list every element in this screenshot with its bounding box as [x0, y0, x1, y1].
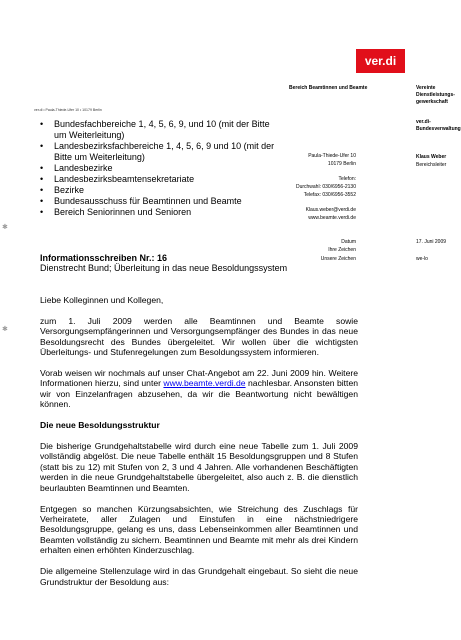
- recipient-item: • Bezirke: [40, 185, 280, 196]
- sender-line: ver.di • Paula-Thiede-Ufer 10 • 10179 Berlin: [34, 108, 102, 112]
- paragraph: Die bisherige Grundgehaltstabelle wird durch eine neue Tabelle zum 1. Juli 2009 vollständig abgelöst. Die neue Tabelle enthält 15 Besoldungsgruppen und 8 Stufen (statt bis zu 12) mit Stufen von 2, 3 und 4 Jahren. Alle vorhandenen Beschäftigten werden in die neue Grundgehaltstabelle übergeleitet, also auch z. B. die dienstlich beurlaubten Beamtinnen und Beamten.: [40, 441, 358, 493]
- section-heading: Die neue Besoldungsstruktur: [40, 420, 160, 431]
- letter-body: [40, 295, 358, 597]
- letter-title: Informationsschreiben Nr.: 16: [40, 253, 168, 263]
- contact-city: 10179 Berlin: [327, 160, 356, 167]
- paragraph: Die allgemeine Stellenzulage wird in das Grundgehalt eingebaut. So sieht die neue Grundstruktur der Besoldung aus:: [40, 566, 358, 587]
- recipient-item: • Bundesfachbereiche 1, 4, 5, 6, 9, und 10 (mit der Bitte um Weiterleitung): [40, 119, 280, 141]
- sub-organization: ver.di-Bundesverwaltung: [416, 119, 461, 132]
- contact-phone-label: Telefon:: [338, 176, 356, 183]
- recipient-item: • Landesbezirksfachbereiche 1, 4, 5, 6, 9 und 10 (mit der Bitte um Weiterleitung): [40, 141, 280, 163]
- margin-mark: ✱: [2, 326, 8, 333]
- department-header: Bereich Beamtinnen und Beamte: [289, 85, 368, 91]
- person-block: [416, 153, 446, 169]
- recipient-item: • Bereich Seniorinnen und Senioren: [40, 207, 280, 218]
- person-name: Klaus Weber: [416, 154, 447, 160]
- paragraph-text: nachlesbar. Ansonsten bitten wir von Einzelanfragen abzusehen, da wir die Beantwortung nicht bewältigen können.: [40, 378, 358, 410]
- reference-labels: [296, 238, 356, 263]
- website-link[interactable]: www.beamte.verdi.de: [163, 378, 246, 389]
- paragraph-text: Vorab weisen wir nochmals auf unser Chat-Angebot am 22. Juni 2009 hin. Weitere Informationen hierzu, sind unter: [40, 368, 358, 389]
- greeting: Liebe Kolleginnen und Kollegen,: [40, 295, 164, 305]
- date-value: 17. Juni 2009: [416, 239, 447, 245]
- verdi-logo: ver.di: [356, 49, 405, 73]
- paragraph: Entgegen so manchen Kürzungsabsichten, wie Streichung des Zuschlags für Verheiratete, aller Zulagen und Einstufen in eine nächstniedrigere Besoldungsgruppe, gelang es uns, dass Lebenseinkommen aller Beamtinnen und Beamten vollständig zu sichern. Beamtinnen und Beamte mit mehr als drei Kindern erhalten einen erhöhten Kinderzuschlag.: [40, 503, 358, 556]
- date-label: Datum: [341, 239, 356, 245]
- contact-fax: Telefax: 030/6956-3552: [303, 191, 356, 198]
- margin-mark: ✱: [2, 224, 8, 231]
- person-role: Bereichsleiter: [416, 162, 447, 168]
- contact-block: [270, 153, 356, 222]
- recipient-item: • Landesbezirksbeamtensekretariate: [40, 174, 280, 185]
- letter-subtitle: Dienstrecht Bund; Überleitung in das neue Besoldungssystem: [40, 263, 288, 273]
- paragraph: zum 1. Juli 2009 werden alle Beamtinnen und Beamte sowie Versorgungsempfängerinnen und Versorgungsempfänger des Bundes in das neue Besoldungsrecht des Bundes übergeleitet. Wir wollen über die wichtigsten Überleitungs- und Stufenregelungen zum Besoldungssystem informieren.: [40, 315, 358, 358]
- contact-street: Paula-Thiede-Ufer 10: [308, 153, 356, 159]
- your-ref-label: Ihre Zeichen: [328, 247, 356, 254]
- organization-name: Vereinte Dienstleistungs-gewerkschaft: [416, 85, 455, 105]
- recipient-list: [40, 119, 280, 218]
- recipient-item: • Landesbezirke: [40, 163, 280, 174]
- recipient-item: • Bundesausschuss für Beamtinnen und Beamte: [40, 196, 280, 207]
- our-ref-label: Unsere Zeichen: [320, 255, 356, 262]
- paragraph: [40, 368, 358, 410]
- contact-direct: Durchwahl: 030/6956-2130: [295, 183, 356, 190]
- our-ref-value: we-lo: [416, 255, 428, 262]
- reference-values: [416, 238, 446, 263]
- contact-web[interactable]: www.beamte.verdi.de: [308, 214, 356, 221]
- contact-email[interactable]: Klaus.weber@verdi.de: [305, 206, 356, 213]
